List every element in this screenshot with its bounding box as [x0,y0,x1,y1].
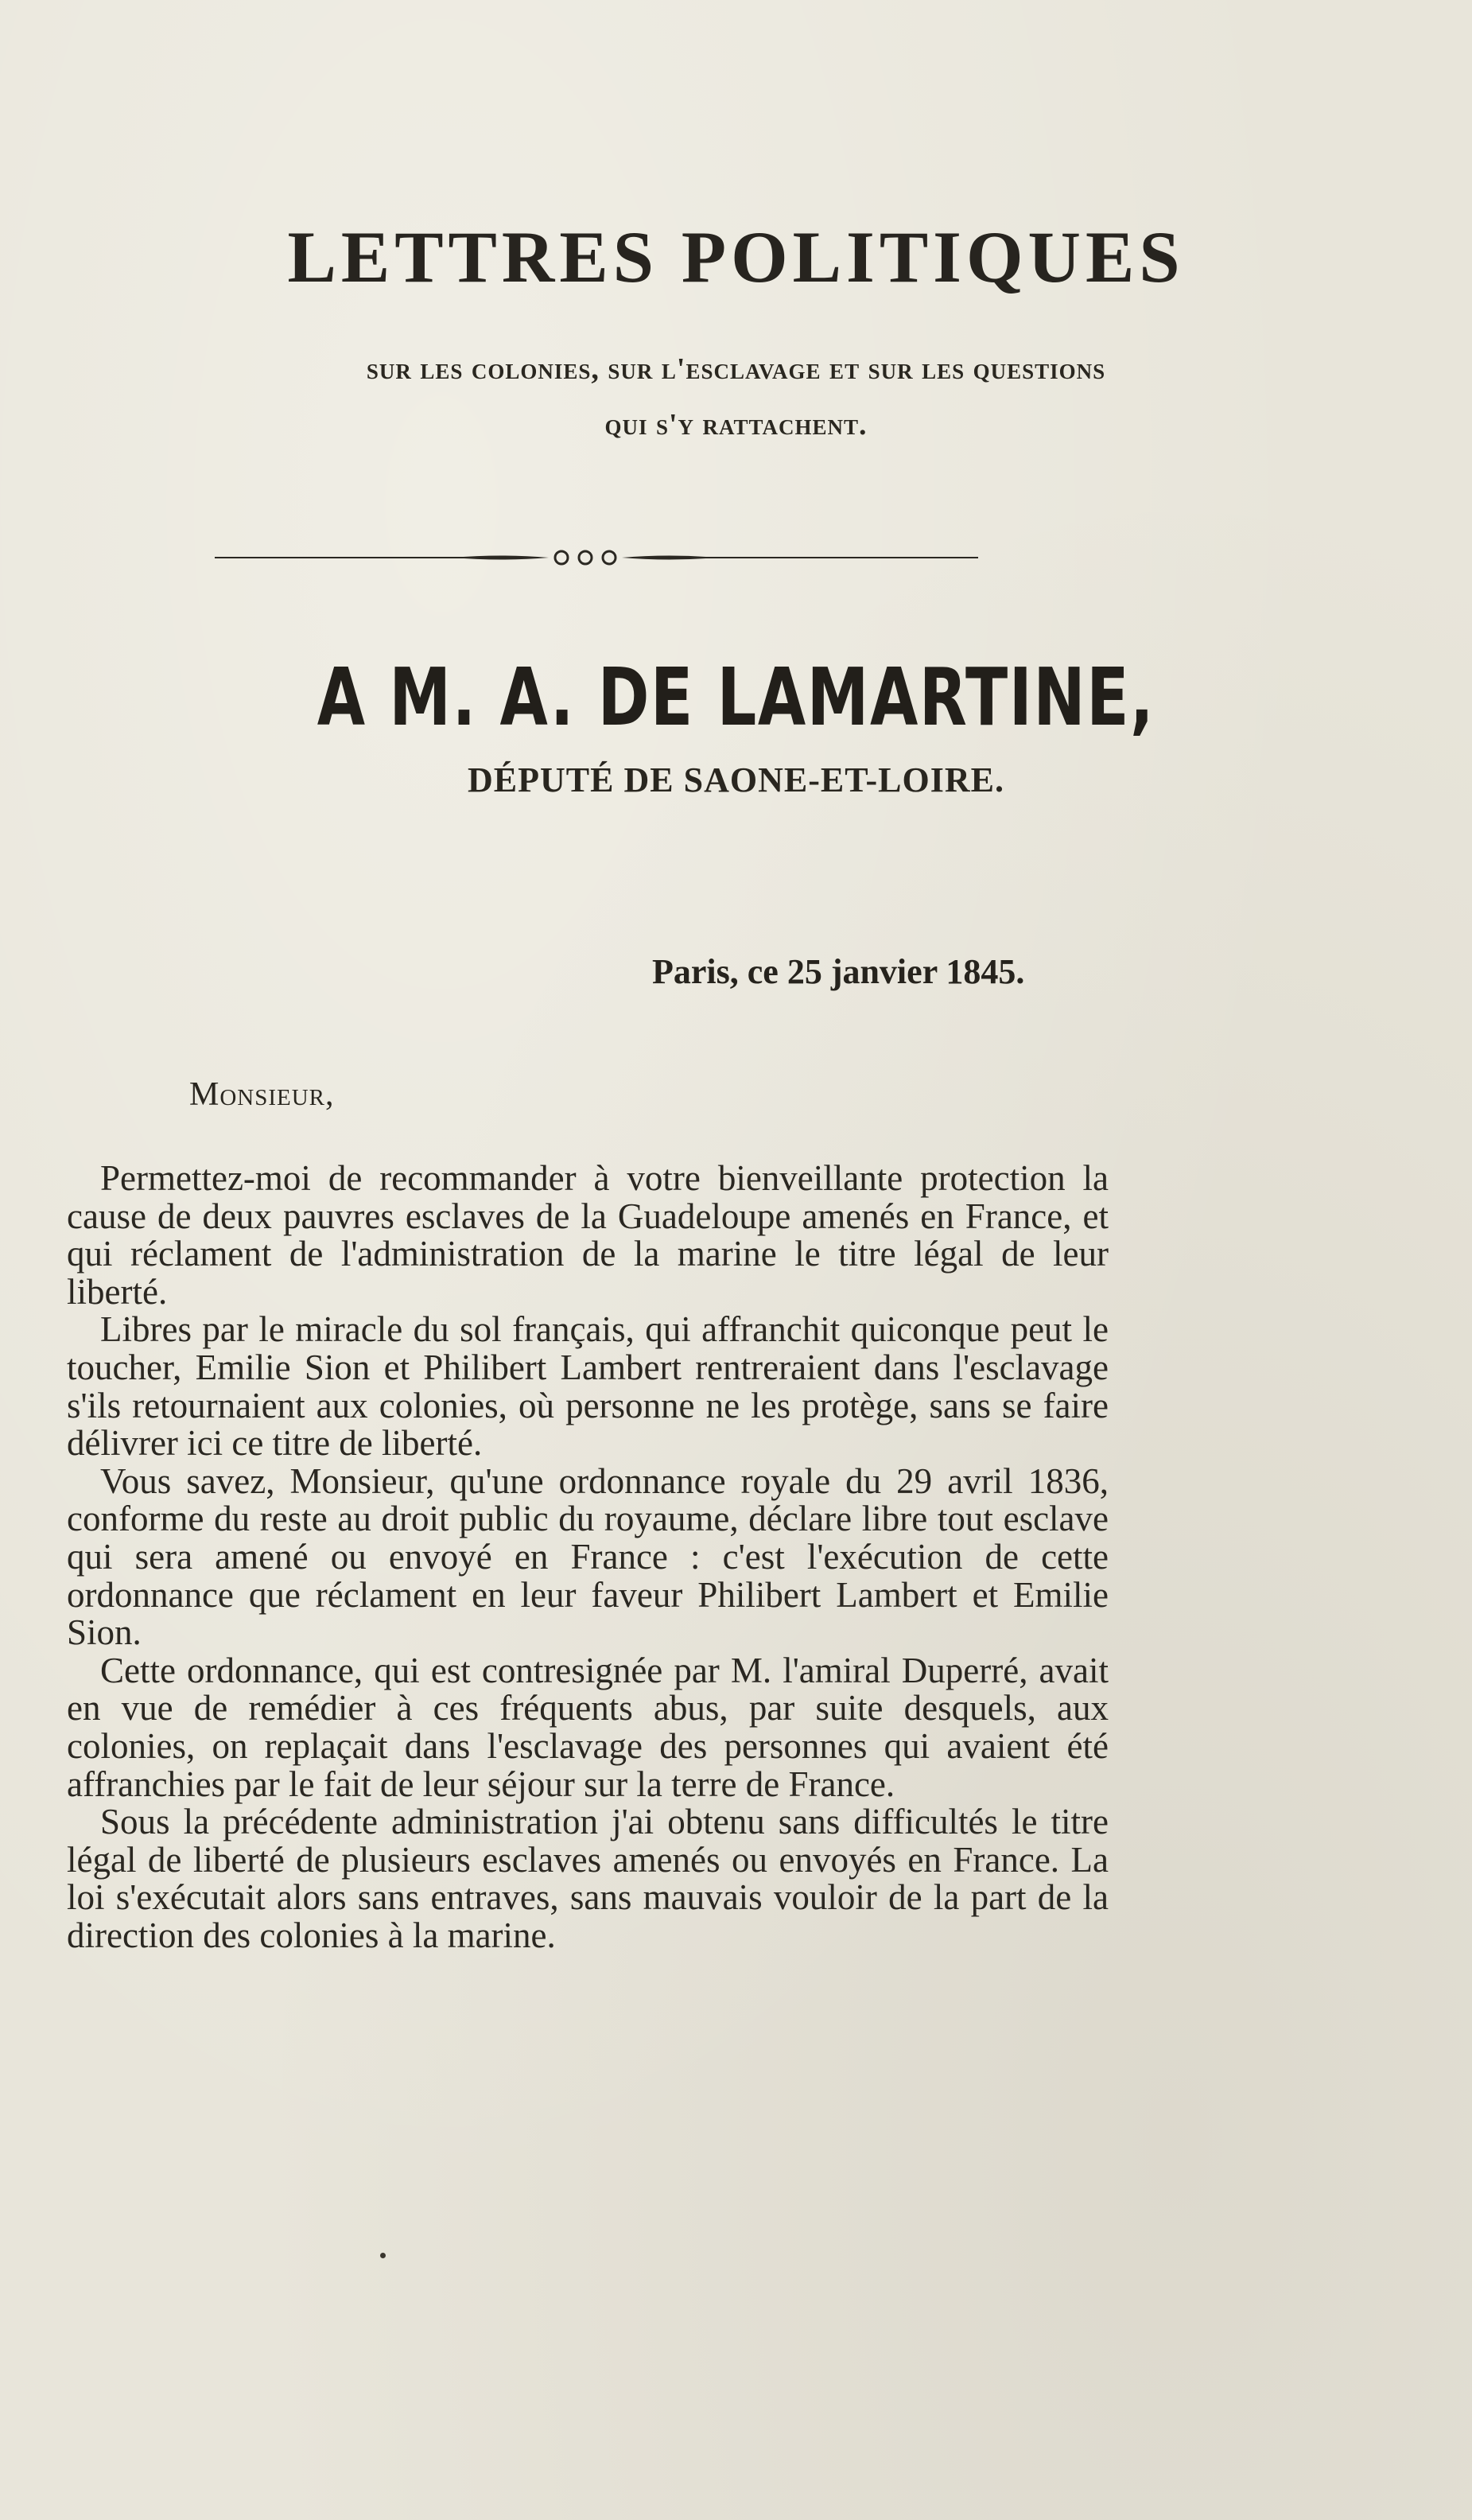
paragraph: Cette ordonnance, qui est contresignée par M. l'amiral Duperré, avait en vue de remédier à ces fréquents abus, par suite desquels, aux colonies, on replaçait dans l'esclavage des personnes qui avaient été affranchies par le fait de leur séjour sur la terre de France. [67,1650,1109,1804]
dateline: Paris, ce 25 janvier 1845. [652,952,1025,991]
subtitle-line-1: sur les colonies, sur l'esclavage et sur les questions [366,352,1106,386]
letter-body [67,1160,1109,1954]
addressee-role: DÉPUTÉ DE SAONE-ET-LOIRE. [468,760,1004,799]
paragraph: Libres par le miracle du sol français, qui affranchit quiconque peut le toucher, Emilie Sion et Philibert Lambert rentreraient dans l'esclavage s'ils retournaient aux colonies, où personne ne les protège, sans se faire délivrer ici ce titre de liberté. [67,1309,1109,1464]
paragraph: Permettez-moi de recommander à votre bienveillante protection la cause de deux pauvres esclaves de la Guadeloupe amenés en France, et qui réclament de l'administration de la marine le titre légal de leur liberté. [67,1158,1109,1312]
main-title: LETTRES POLITIQUES [287,216,1185,298]
paragraph: Sous la précédente administration j'ai obtenu sans difficultés le titre légal de liberté de plusieurs esclaves amenés ou envoyés en France. La loi s'exécutait alors sans entraves, sans mauvais vouloir de la part de la direction des colonies à la marine. [67,1802,1109,1955]
salutation: Monsieur, [189,1076,335,1113]
subtitle-line-2: qui s'y rattachent. [604,408,868,441]
ornamental-divider [215,546,1010,570]
addressee: A M. A. DE LAMARTINE, [317,651,1155,744]
ink-dot [380,2253,386,2258]
paragraph: Vous savez, Monsieur, qu'une ordonnance royale du 29 avril 1836, conforme du reste au droit public du royaume, déclare libre tout esclave qui sera amené ou envoyé en France : c'est l'exécution de cette ordonnance que réclament en leur faveur Philibert Lambert et Emilie Sion. [67,1460,1109,1653]
